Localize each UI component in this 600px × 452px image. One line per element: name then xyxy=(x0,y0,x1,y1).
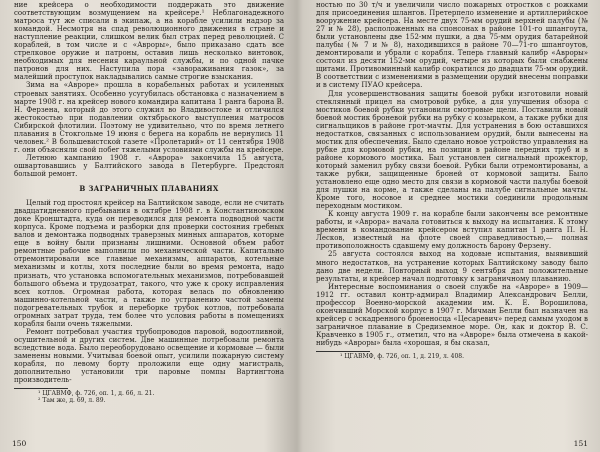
section-heading: В ЗАГРАНИЧНЫХ ПЛАВАНИЯХ xyxy=(79,184,219,194)
paragraph: Зима на «Авроре» прошла в корабельных работах и усиленных строевых занятиях. Особенно усугубилась обстановка с назначением в марте 1908 г. на крейсер нового командира капитана 1 ранга барона В. Н. Ферзена, который до этого служил во Владивостоке и отличился жестокостью при подавлении октябрьского выступления матросов Сибирской флотилии. Поэтому не удивительно, что по время летнего плавания в Стокгольме 19 июня с берега на корабль не вернулись 11 человек.² В большевистской газете «Пролетарий» от 11 сентября 1908 г. они объясняли свой побег тяжелыми условиями службы на крейсере. xyxy=(14,81,284,154)
footnote: ¹ ЦГАВМФ, ф. 726, оп. 1, д. 66, л. 21. xyxy=(38,390,155,398)
page-number: 150 xyxy=(12,439,27,448)
right-text-column xyxy=(316,1,588,360)
footnote-rule xyxy=(14,388,68,389)
paragraph: К концу августа 1909 г. на корабле были закончены все ремонтные работы, и «Аврора» начала готовиться к выходу на испытания. К этому времени в командование крейсером вступил капитан 1 ранга П. Н. Лесков, известный на флоте своей справедливостью,— полная противоположность сдавшему ему должность барону Ферзену. xyxy=(316,210,588,251)
footnote: ¹ ЦГАВМФ, ф. 726, оп. 1, д. 219, л. 408. xyxy=(340,353,465,361)
paragraph: Для усовершенствования защиты боевой рубки изготовили новый стеклянный прицел на смотровой рубке, а для улучшения обзора с мостиков боевой рубки установили смотровые щели. Поставили новый боевой мостик броневой рубки на рубку с козырьком, а также рубки для сигнальщиков в районе грот-мачты. Для устранения в бою оставшихся недостатков, связанных с использованием орудий, были вынесены на мостик для обеспечения. Было сделано новое устройство управления на рубке для кормовой рубки, на позиции в районе передних труб и в районе кормового мостика. Был установлен сигнальный прожектор, который заменил рубку связи боевой. Рубки были отремонтированы, а также рубки, защищенные броней от кормовой защиты. Было установлено еще одно место для связи в кормовой части палубы боевой для пушки на корме, а также сделаны на палубе сигнальные мачты. Кроме того, носовое и среднее мостики соединили продольным переходным мостиком. xyxy=(316,89,588,211)
paragraph: ние крейсера о необходимости поддержать это движение соответствующим возмущением на крейсере.¹ Неблагонадежного матроса тут же списали в экипаж, а на корабле усилили надзор за командой. Несмотря на спад революционного движения в стране и наступление реакции, слишком велик был страх перед революцией. С кораблей, в том числе и с «Авроры», было приказано сдать все стрелковое оружие и патроны, оставив лишь несколько винтовок, необходимых для несения караульной службы, и по одной пачке патронов для них. Наступила пора «завораживания газок», за малейший проступок накладывались самые строгие взыскания. xyxy=(14,1,284,82)
page-number: 151 xyxy=(573,439,588,448)
footnote-rule xyxy=(316,351,370,352)
paragraph: Летнюю кампанию 1908 г. «Аврора» закончила 15 августа, ошвартовавшись у Балтийского завода в Петербурге. Предстоял большой ремонт. xyxy=(14,153,284,178)
paragraph: Интересные воспоминания о своей службе на «Авроре» в 1909—1912 гг. оставил контр-адмирал Владимир Александрович Белли, профессор Военно-морской академии им. К. Е. Ворошилова, окончивший Морской корпус в 1907 г. Мичман Белли был назначен на крейсер с эскадренного броненосца «Цесаревич» перед самым уходом в заграничное плавание в Средиземное море. Он, как и доктор В. С. Кравченко в 1905 г., отметил, что на «Авроре» была отмечена в какой-нибудь «Авроры» была «хорошая, я бы сказал, xyxy=(316,282,588,347)
paragraph: 25 августа состоялся выход на ходовые испытания, выявивший много недостатков, на устранение которых Балтийскому заводу было дано две недели. Повторный выход 9 сентября дал положительные результаты, и крейсер начал подготовку к заграничному плаванию. xyxy=(316,250,588,283)
paragraph: ностью по 30 т/ч и увеличили число пожарных отростков с рожками для присоединения шлангов. Претерпело изменение и артиллерийское вооружение крейсера. На месте двух 75-мм орудий верхней палубы (№ 27 и № 28), расположенных на спонсонах в районе 101-го шпангоута, были установлены две 152-мм пушки, а два 75-мм орудия батарейной палубы (№ 7 и № 8), находившихся в районе 70—71-го шпангоутов, демонтировали и убрали с корабля. Теперь главный калибр «Авроры» состоял из десяти 152-мм орудий, четыре из которых были снабжены щитами. Противоминный калибр сократился до двадцати 75-мм орудий. В соответствии с изменениями в размещении орудий внесены поправки и в систему ПУАО крейсера. xyxy=(316,1,588,90)
paragraph: Целый год простоял крейсер на Балтийском заводе, если не считать двадцатидневного пребывания в октябре 1908 г. в Константиновском доке Кронштадта, куда он переводился для ремонта подводной части корпуса. Кроме подъема и разборки для проверки состояния гребных валов и демонтажа подводных траверзных минных аппаратов, которые еще в войну были признаны лишними. Основной объем работ ремонтные рабочие выполнили по механической части. Капитально отремонтировали все главные механизмы, аппаратов, котельные механизмы и котлы, хотя последние были во время ремонта, надо признать, что установка вспомогательных механизмов, потребовавшей большого объема и трудозатрат, такого, что уже к сроку исправления всех котлов. Огромная работа, которая велась по обновлению машинно-котельной части, а также по устранению частой замены подогревательных трубок и переборке трубок котлов, потребовала огромных затрат труда, тем более что условия работы в помещениях корабля были очень тяжелыми. xyxy=(14,199,284,328)
left-text-column xyxy=(14,1,284,404)
right-page xyxy=(302,0,600,452)
footnote: ² Там же, д. 69, л. 89. xyxy=(38,397,106,405)
left-page xyxy=(0,0,298,452)
paragraph: Ремонт потребовал участия трубопроводов паровой, водоотливной, осушительной и других систем. Две машинные потребовали ремонта вследствие вода. Было переоборудовано освещение и кормовые — были заменены новыми. Учитывая боевой опыт, усилили пожарную систему корабля, по левому борту проложили еще одну магистраль, дополнительно установили три паровые помпы Вартингтона производитель- xyxy=(14,327,284,385)
